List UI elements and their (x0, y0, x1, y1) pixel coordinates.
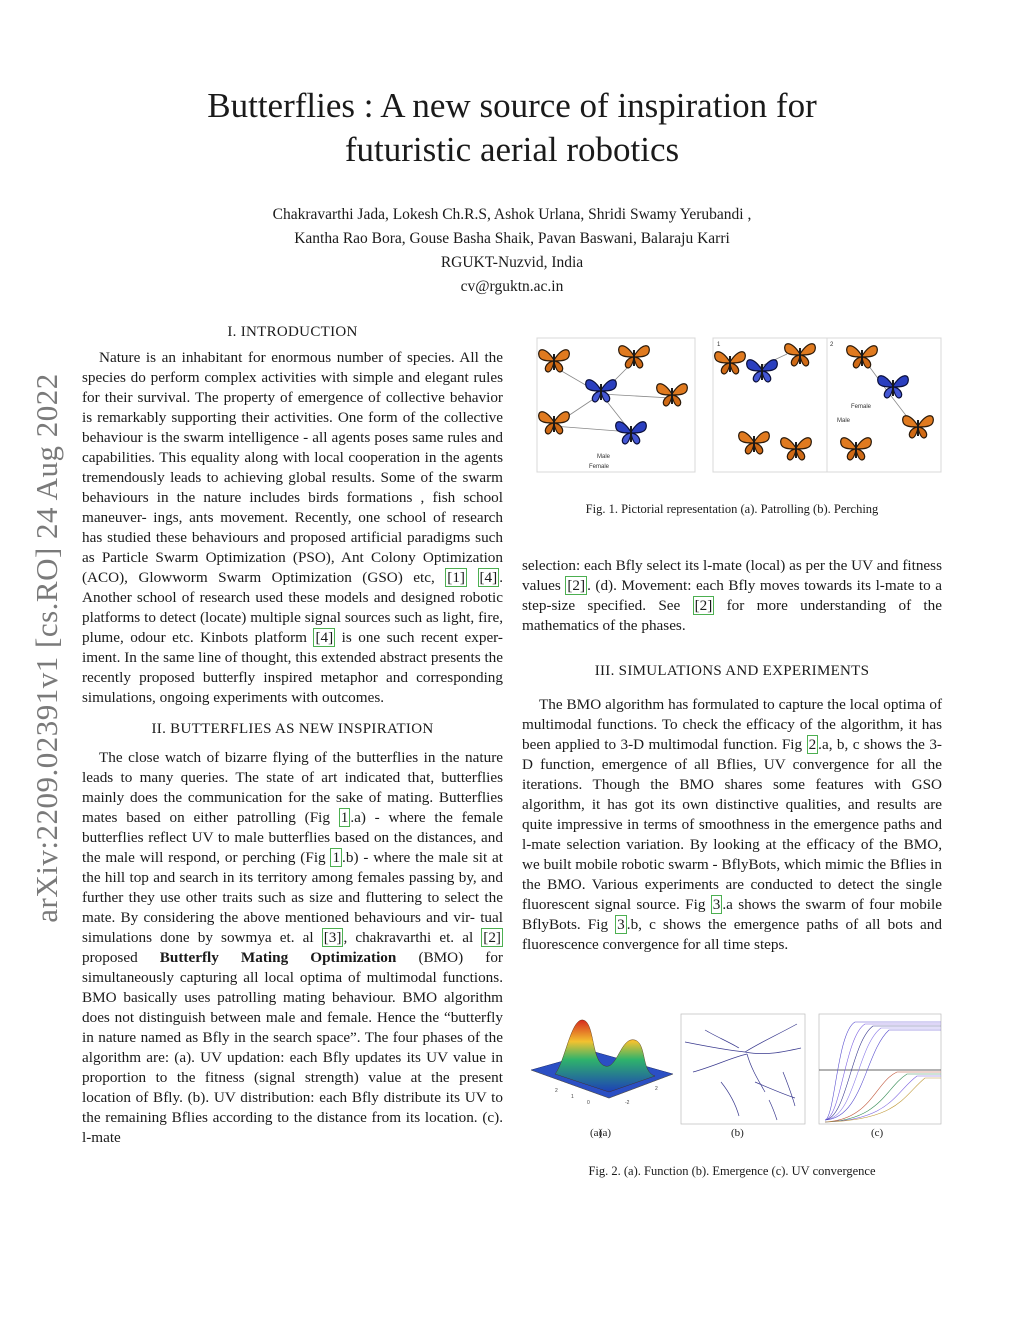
simulations-paragraph (522, 695, 942, 955)
subfigure-label-a: (a) (598, 1127, 612, 1139)
citation-link[interactable]: [2] (567, 577, 586, 594)
svg-text:0: 0 (587, 1100, 590, 1106)
bf-right-text-c: for more understanding of the mathematics of the phases. (522, 597, 942, 634)
right-column (522, 556, 942, 955)
figure-link[interactable]: 3 (712, 896, 721, 913)
svg-text:2: 2 (655, 1086, 658, 1092)
title-line-1: Butterflies : A new source of inspiration for (207, 86, 817, 125)
panel-number-2: 2 (830, 342, 834, 348)
sim-text-a: The BMO algorithm has formulated to capture the local optima of multimodal functions. To check the efficacy of the algorithm, it has been applied to 3-D multimodal function. Fig (522, 696, 942, 753)
svg-text:1: 1 (571, 1094, 574, 1100)
affiliation: RGUKT-Nuzvid, India (440, 254, 584, 271)
figure-1-caption: Fig. 1. Pictorial representation (a). Patrolling (b). Perching (585, 502, 879, 516)
figure-2-caption: Fig. 2. (a). Function (b). Emergence (c). UV convergence (588, 1164, 876, 1178)
figure-1-illustration (533, 336, 943, 476)
sim-text-d: .b, c shows the emergence paths of all bots and fluorescence convergence for all time steps. (522, 916, 942, 953)
figure-2-svg (525, 1012, 945, 1139)
figure-link[interactable]: 3 (617, 916, 625, 933)
sim-text-c: .a shows the swarm of four mobile BflyBots. Fig (522, 896, 942, 933)
citation-link[interactable]: [1] (447, 569, 465, 586)
citation-link[interactable]: [4] (479, 569, 498, 586)
citation-link[interactable]: [3] (323, 929, 342, 946)
bf-text-b: .a) - where the female butterflies reflect UV to male butterflies based on the distances, and the male will respond, or perching (Fig (82, 809, 503, 866)
label-female-b: Female (851, 404, 872, 410)
svg-text:-2: -2 (625, 1100, 630, 1106)
figure-link[interactable]: 1 (340, 809, 349, 826)
citation-link[interactable]: [2] (483, 929, 501, 946)
title-line-2: futuristic aerial robotics (344, 130, 680, 169)
subfigure-label-a: (a) (590, 1127, 603, 1139)
bf-right-text-b: . (d). Movement: each Bfly moves towards its l-mate to a step-size specified. See (522, 577, 942, 614)
bf-text-a: The close watch of bizarre flying of the butterflies in the nature leads to many queries. The state of art indicated that, butterflies mainly does the communication for the sake of mating. Butterflies mates based on either patrolling (Fig (82, 749, 503, 826)
subfigure-label-c: (c) (871, 1127, 884, 1139)
section-heading-simulations: III. SIMULATIONS AND EXPERIMENTS (594, 663, 870, 679)
author-block (0, 203, 1024, 299)
section-heading-introduction: I. INTRODUCTION (227, 324, 358, 340)
emergence-plot-frame (681, 1014, 805, 1124)
intro-text-2: . Another school of research used these models and designed robotic platforms to detect (locate) multiple signal sources such as light, fire, plume, odour etc. Kinbots platform (82, 569, 504, 646)
butterflies-paragraph (82, 748, 503, 1148)
bf-right-text-a: selection: each Bfly select its l-mate (local) as per the UV and fitness values (522, 557, 942, 594)
citation-link[interactable]: [2] (694, 597, 713, 614)
function-surface-plot (531, 1020, 673, 1106)
left-column (82, 322, 503, 1148)
label-male-b: Male (837, 418, 851, 424)
bf-text-e: proposed (82, 949, 160, 966)
intro-text-3: is one such recent exper- iment. In the same line of thought, this extended abstract presents the recently proposed butterfly inspired metaphor and corresponding simulations, ongoing experiments with outcomes. (82, 629, 503, 706)
uv-convergence-frame (819, 1014, 941, 1124)
panel-number-1: 1 (717, 342, 721, 348)
figure-1-svg (533, 336, 943, 476)
introduction-paragraph (82, 348, 503, 708)
paper-title (0, 84, 1024, 172)
arxiv-identifier: arXiv:2209.02391v1 [cs.RO] 24 Aug 2022 (29, 373, 64, 923)
bf-text-f: (BMO) for simultaneously capturing all local optima of multimodal functions. BMO basically uses patrolling mating behaviour. BMO algorithm does not distinguish between male and female. Hence the “butterfly in nature named as Bfly in the search space”. The four phases of the algorithm are: (a). UV updation: each Bfly updates its UV value in proportion to the fitness (signal strength) value at the present location of Bfly. (b). UV distribution: each Bfly distribute its UV to the remaining Bflies according to the distance from its location. (c). l-mate (82, 949, 503, 1146)
authors-line-1: Chakravarthi Jada, Lokesh Ch.R.S, Ashok Urlana, Shridi Swamy Yerubandi , (272, 206, 752, 223)
bf-text-c: .b) - where the male sit at the hill top and search in its territory among females passing by, and further they use other traits such as size and fluttering to select the mate. By considering the above mentioned behaviours and vir- tual simulations done by sowmya et. al (82, 849, 503, 946)
email: cv@rguktn.ac.in (460, 278, 564, 295)
intro-text-1: Nature is an inhabitant for enormous number of species. All the species do perform complex activities with simple and elegant rules for their survival. The property of emergence of collective behavior is remarkably supporting their activities. One form of the collective behaviour is the swarm intelligence - all agents poses same rules and capabilities. This equality along with local cooperation in the agents tremendously leads to achieving global results. Some of the swarm behaviours in the nature includes birds formations , fish school maneuver- ings, ants movement. Recently, one school of research has studied these behaviours and proposed artificial paradigms such as Particle Swarm Optimization (PSO), Ant Colony Optimization (ACO), Glowworm Swarm Optimization (GSO) etc, (82, 349, 503, 586)
label-male-a: Male (597, 454, 611, 460)
figure-link[interactable]: 1 (332, 849, 341, 866)
bmo-term: Butterfly Mating Optimization (159, 949, 397, 966)
label-female-a: Female (589, 464, 610, 470)
section-heading-butterflies: II. BUTTERFLIES AS NEW INSPIRATION (151, 721, 434, 737)
citation-link[interactable]: [4] (315, 629, 334, 646)
figure-2-panels (525, 1012, 945, 1139)
subfigure-label-b: (b) (731, 1127, 744, 1139)
bf-text-d: , chakravarthi et. al (343, 929, 482, 946)
lmate-paragraph (522, 556, 942, 636)
figure-link[interactable]: 2 (808, 736, 817, 753)
svg-text:2: 2 (555, 1088, 558, 1094)
sim-text-b: .a, b, c shows the 3-D function, emergence of all Bflies, UV convergence for all the iterations. Though the BMO shares some features with GSO algorithm, it has got its own distinctive qualities, and results are quite impressive in terms of smoothness in the emergence paths and l-mate selection variation. By looking at the efficacy of the BMO, we built mobile robotic swarm - BflyBots, which mimic the Bflies in the BMO. Various experiments are conducted to detect the single fluorescent signal source. Fig (522, 736, 942, 913)
authors-line-2: Kantha Rao Bora, Gouse Basha Shaik, Pavan Baswani, Balaraju Karri (294, 230, 730, 247)
